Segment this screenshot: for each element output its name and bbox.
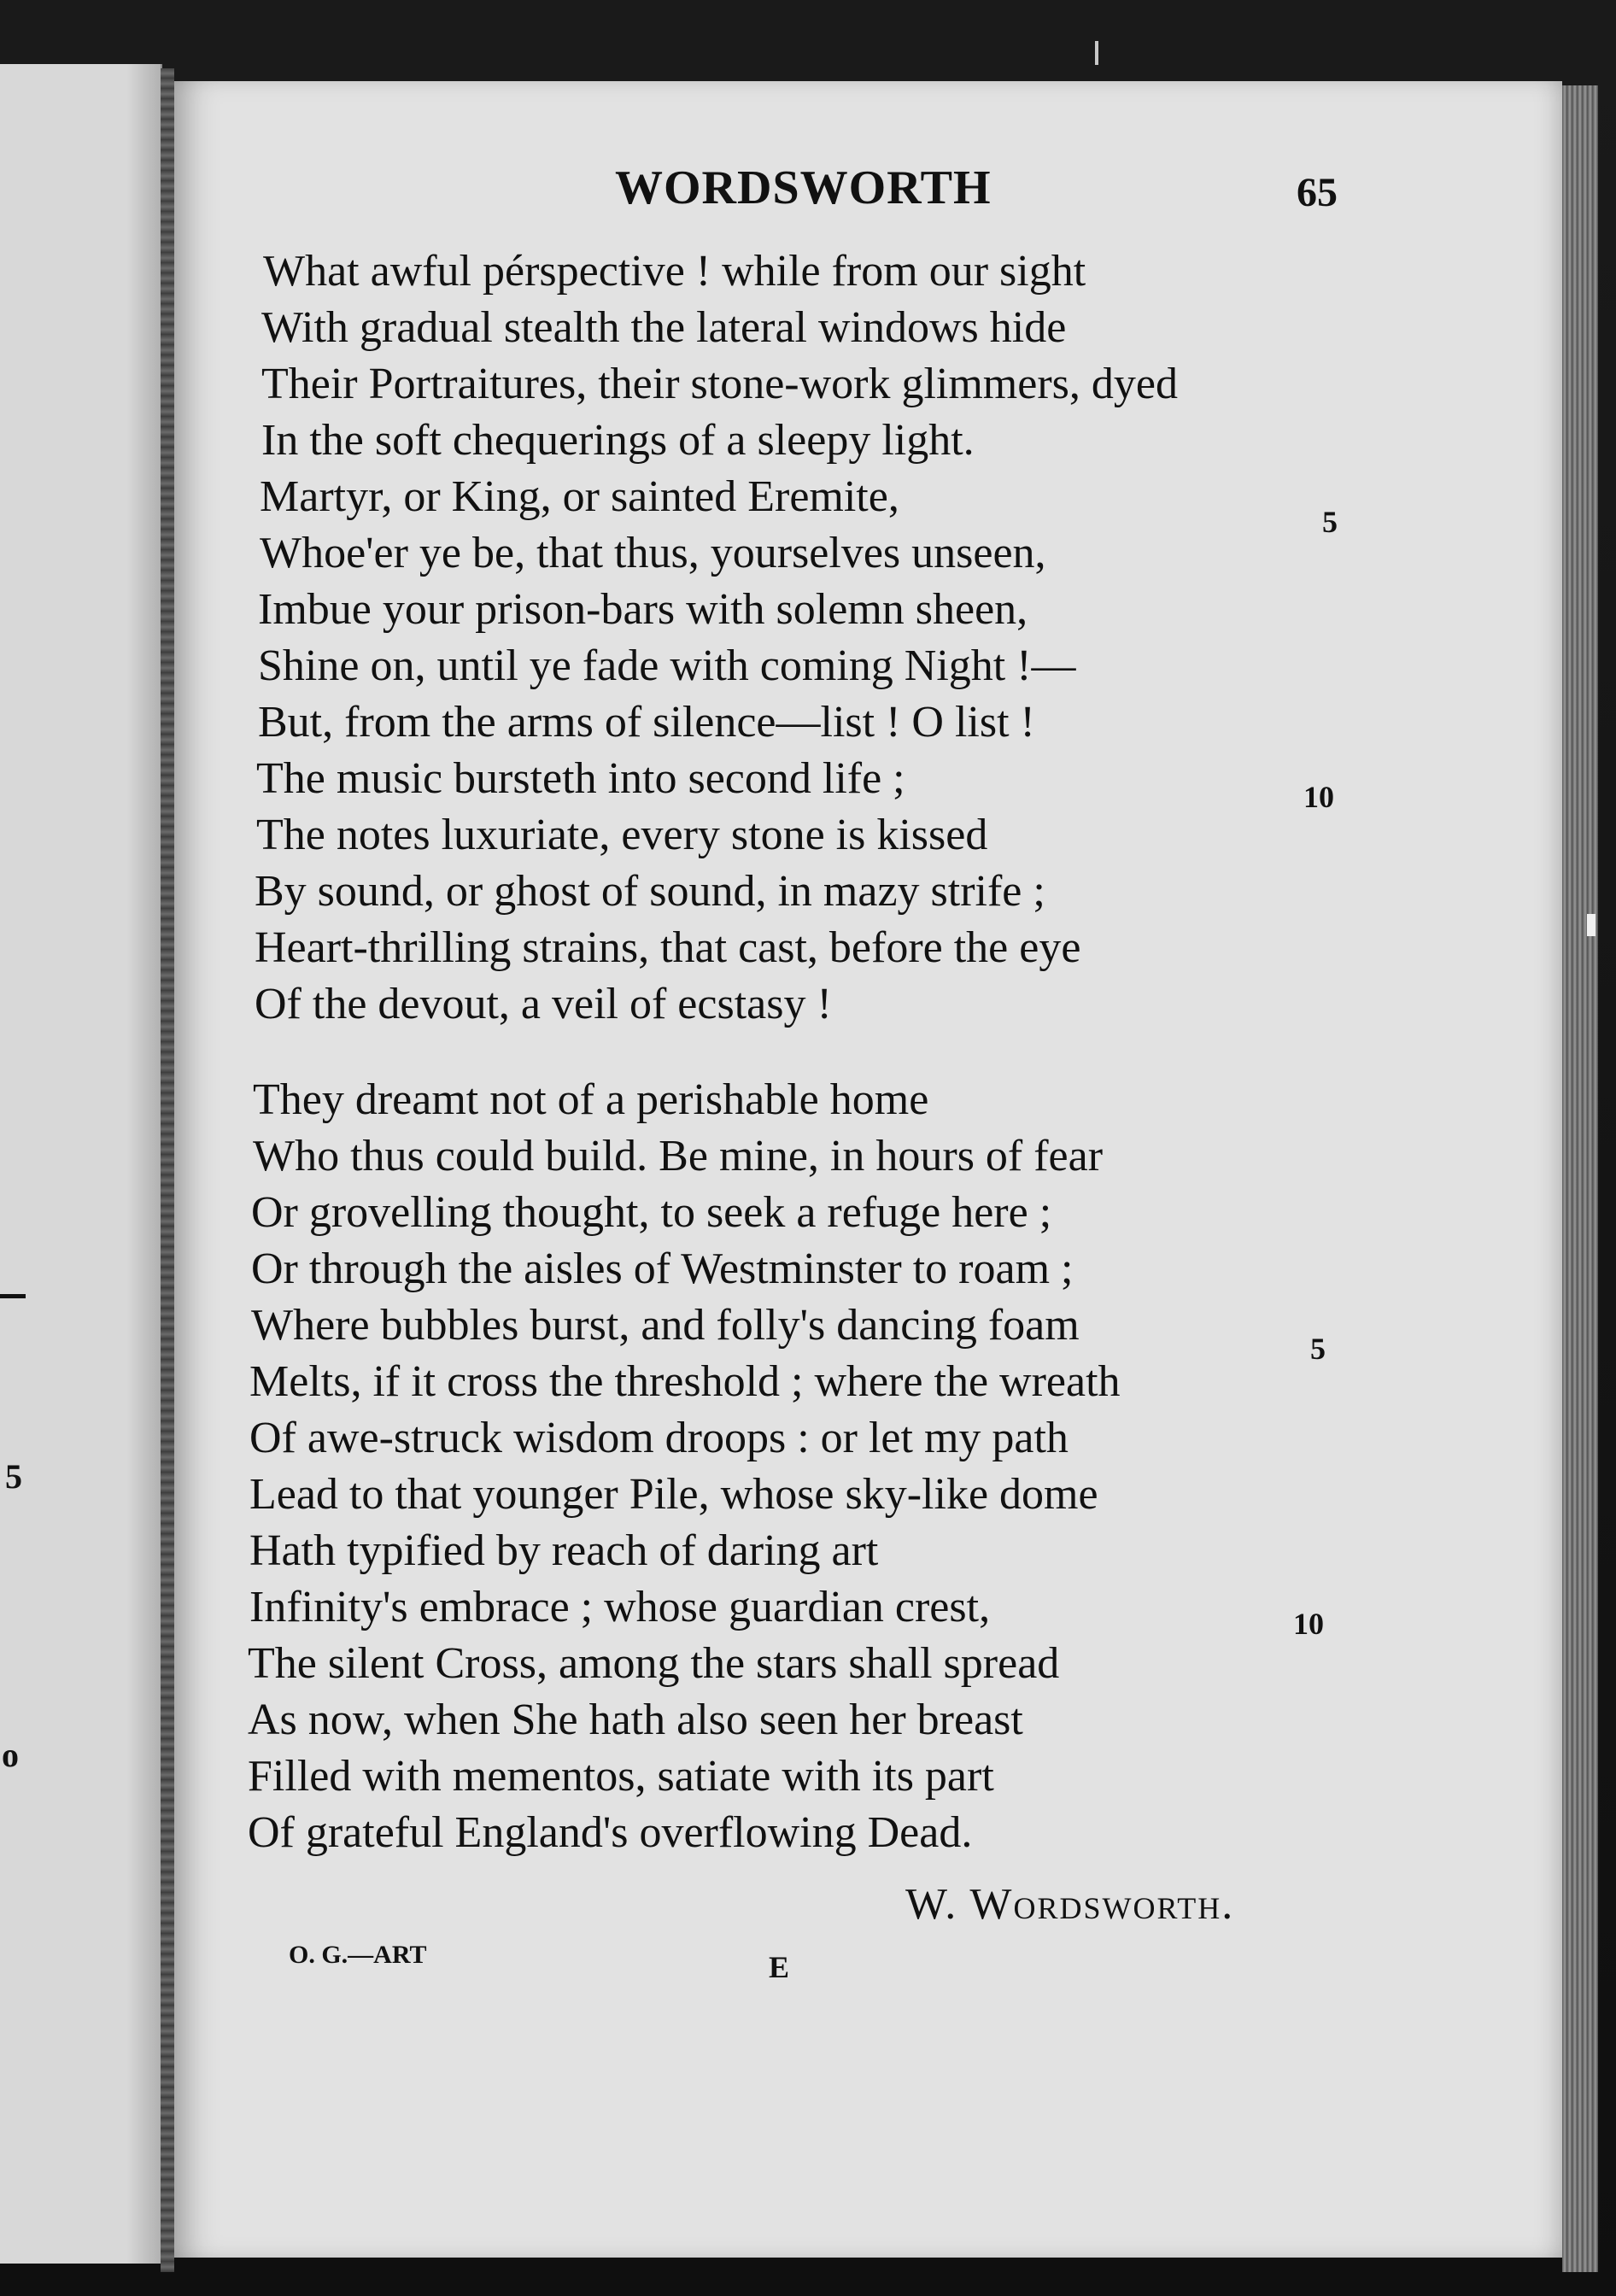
verse-line: But, from the arms of silence—list ! O list !: [258, 698, 1035, 747]
verse-line: What awful pérspective ! while from our sight: [263, 247, 1086, 296]
line-number: 5: [1322, 505, 1338, 539]
facing-page-edge: [0, 64, 162, 2264]
verse-line: Martyr, or King, or sainted Eremite,: [260, 472, 899, 521]
verse-line: With gradual stealth the lateral windows hide: [261, 303, 1067, 352]
verse-line: Heart-thrilling strains, that cast, before the eye: [255, 923, 1081, 972]
scan-artifact: [1587, 914, 1596, 936]
verse-line: Of grateful England's overflowing Dead.: [248, 1808, 973, 1857]
scan-artifact: [1095, 41, 1098, 65]
verse-line: Lead to that younger Pile, whose sky-like dome: [249, 1470, 1098, 1519]
line-number: 5: [1310, 1332, 1326, 1366]
verse-line: Where bubbles burst, and folly's dancing foam: [251, 1301, 1080, 1350]
verse-line: Shine on, until ye fade with coming Night !—: [258, 641, 1076, 690]
verse-line: In the soft chequerings of a sleepy light.: [261, 416, 975, 465]
line-number: 10: [1293, 1607, 1324, 1641]
verse-line: Of the devout, a veil of ecstasy !: [255, 980, 832, 1028]
page-stack-edge: [1562, 85, 1598, 2272]
verse-line: As now, when She hath also seen her breast: [248, 1696, 1023, 1744]
verse-line: Infinity's embrace ; whose guardian crest,: [249, 1583, 991, 1631]
author-attribution: W. Wordsworth.: [905, 1880, 1235, 1929]
verse-line: Or grovelling thought, to seek a refuge here ;: [251, 1188, 1052, 1237]
gathering-letter: E: [769, 1950, 790, 1984]
verse-line: Their Portraitures, their stone-work glimmers, dyed: [261, 360, 1178, 408]
verse-line: The music bursteth into second life ;: [256, 754, 905, 803]
verse-line: They dreamt not of a perishable home: [253, 1075, 929, 1124]
running-title: WORDSWORTH: [615, 161, 992, 214]
verse-line: Who thus could build. Be mine, in hours of fear: [253, 1132, 1104, 1180]
verse-line: Or through the aisles of Westminster to roam ;: [251, 1245, 1074, 1293]
verse-line: Hath typified by reach of daring art: [249, 1526, 879, 1575]
verse-line: The silent Cross, among the stars shall spread: [248, 1639, 1060, 1688]
book-spine: [161, 68, 174, 2272]
verse-line: Imbue your prison-bars with solemn sheen,: [258, 585, 1028, 634]
verse-line: By sound, or ghost of sound, in mazy strife ;: [255, 867, 1045, 916]
facing-page-dash: [0, 1294, 26, 1298]
verse-line: Whoe'er ye be, that thus, yourselves unseen,: [260, 529, 1046, 577]
facing-page-line-number: o: [2, 1736, 19, 1774]
verse-line: Filled with mementos, satiate with its part: [248, 1752, 994, 1801]
facing-page-line-number: 5: [5, 1457, 22, 1496]
verse-line: Melts, if it cross the threshold ; where the wreath: [249, 1357, 1121, 1406]
facing-page-gutter-shadow: [126, 64, 161, 2264]
verse-line: Of awe-struck wisdom droops : or let my path: [249, 1414, 1069, 1462]
printer-signature-mark: O. G.—ART: [289, 1941, 427, 1969]
page-number: 65: [1297, 170, 1338, 215]
line-number: 10: [1303, 780, 1334, 814]
verse-line: The notes luxuriate, every stone is kissed: [256, 811, 988, 859]
